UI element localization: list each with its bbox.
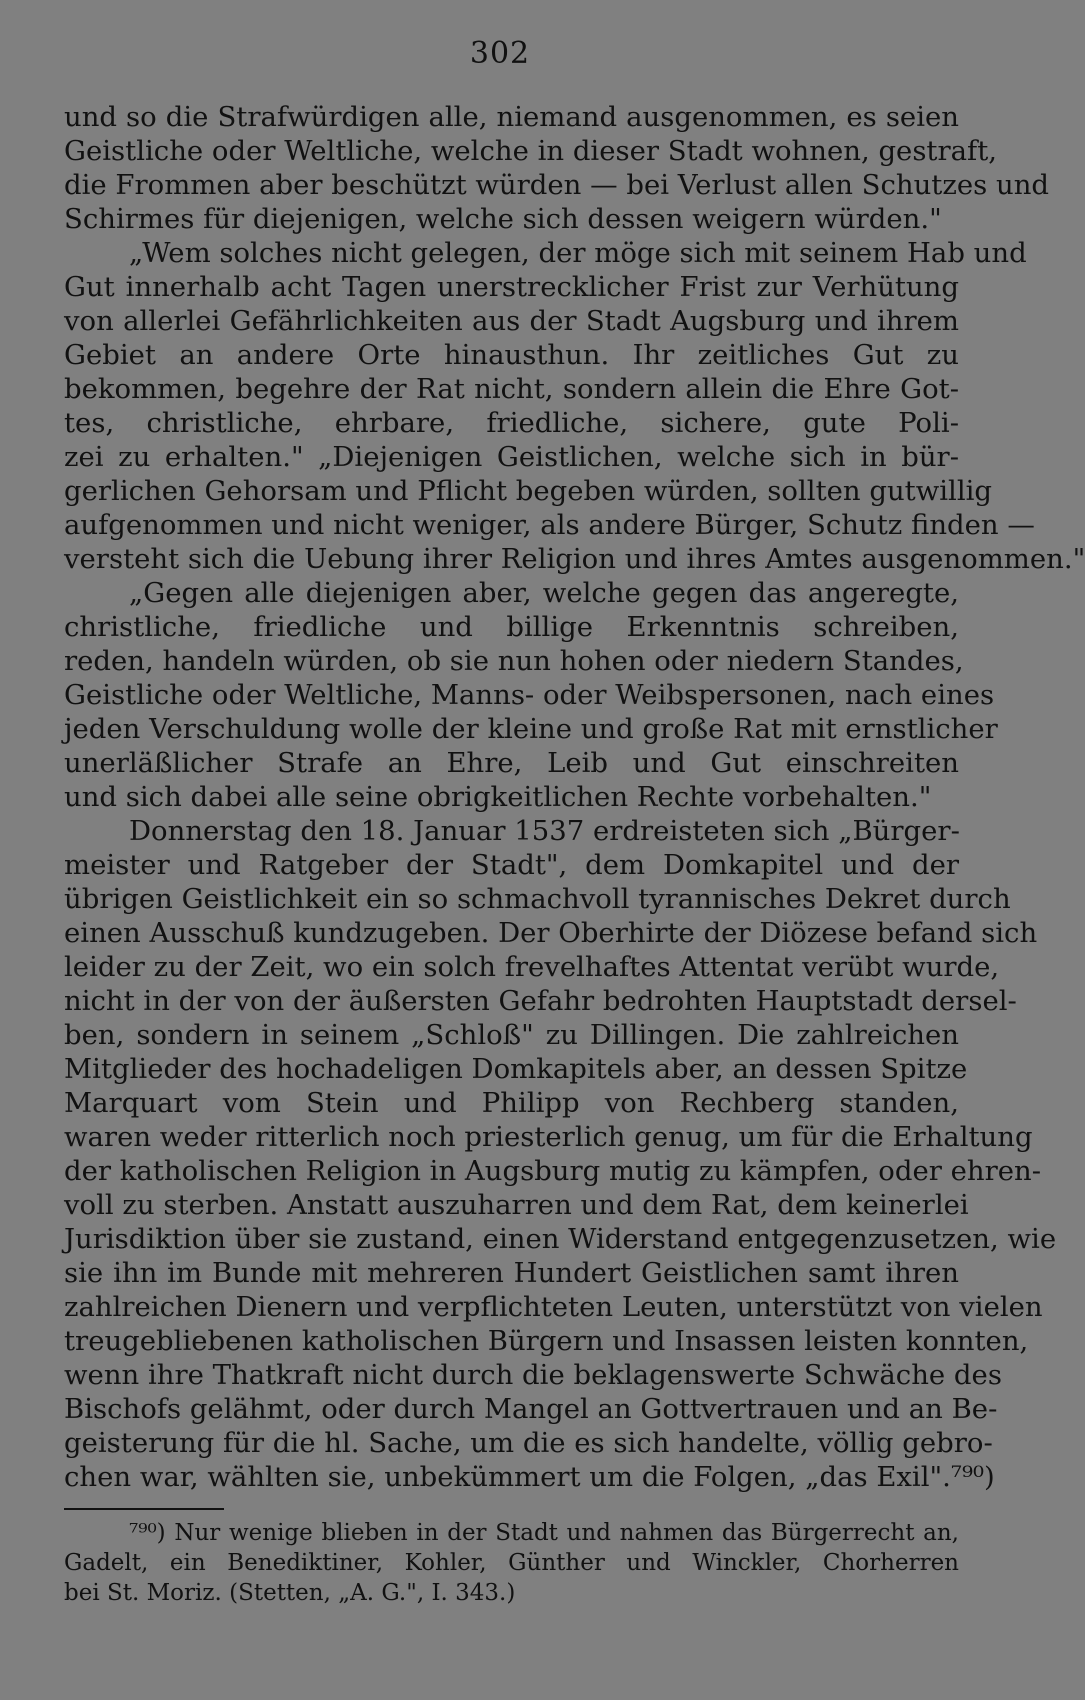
text-line: gerlichen Gehorsam und Pflicht begeben würden, sollten gutwillig — [64, 475, 993, 507]
text-line: aufgenommen und nicht weniger, als andere Bürger, Schutz finden — — [64, 509, 1035, 541]
text-line: ben, sondern in seinem „Schloß" zu Dillingen. Die zahlreichen — [64, 1019, 959, 1051]
text-line: waren weder ritterlich noch priesterlich genug, um für die Erhaltung — [64, 1121, 1033, 1153]
footnote-line: Gadelt, ein Benediktiner, Kohler, Günther und Winckler, Chorherren — [64, 1550, 959, 1576]
text-line: christliche, friedliche und billige Erkenntnis schreiben, — [64, 611, 959, 643]
text-line: meister und Ratgeber der Stadt", dem Domkapitel und der — [64, 849, 959, 881]
text-line: Schirmes für diejenigen, welche sich dessen weigern würden." — [64, 203, 942, 235]
text-line: „Wem solches nicht gelegen, der möge sich mit seinem Hab und — [129, 237, 1027, 269]
text-line: und so die Strafwürdigen alle, niemand ausgenommen, es seien — [64, 101, 959, 133]
text-line: chen war, wählten sie, unbekümmert um die Folgen, „das Exil".⁷⁹⁰) — [64, 1461, 995, 1493]
text-line: und sich dabei alle seine obrigkeitlichen Rechte vorbehalten." — [64, 781, 932, 813]
text-line: wenn ihre Thatkraft nicht durch die beklagenswerte Schwäche des — [64, 1359, 1002, 1391]
footnote-divider — [64, 1508, 224, 1510]
text-line: einen Ausschuß kundzugeben. Der Oberhirte der Diözese befand sich — [64, 917, 1038, 949]
text-line: Mitglieder des hochadeligen Domkapitels aber, an dessen Spitze — [64, 1053, 968, 1085]
text-line: die Frommen aber beschützt würden — bei Verlust allen Schutzes und — [64, 169, 1050, 201]
text-line: bekommen, begehre der Rat nicht, sondern allein die Ehre Got- — [64, 373, 959, 405]
text-line: Geistliche oder Weltliche, Manns- oder Weibspersonen, nach eines — [64, 679, 995, 711]
text-line: leider zu der Zeit, wo ein solch frevelhaftes Attentat verübt wurde, — [64, 951, 1000, 983]
page-number: 302 — [469, 36, 531, 71]
body-text — [64, 100, 1085, 1494]
text-line: tes, christliche, ehrbare, friedliche, sichere, gute Poli- — [64, 407, 959, 439]
text-line: übrigen Geistlichkeit ein so schmachvoll tyrannisches Dekret durch — [64, 883, 1011, 915]
text-line: unerläßlicher Strafe an Ehre, Leib und Gut einschreiten — [64, 747, 959, 779]
text-line: voll zu sterben. Anstatt auszuharren und dem Rat, dem keinerlei — [64, 1189, 969, 1221]
text-line: geisterung für die hl. Sache, um die es sich handelte, völlig gebro- — [64, 1427, 993, 1459]
text-line: jeden Verschuldung wolle der kleine und große Rat mit ernstlicher — [64, 713, 998, 745]
text-line: Marquart vom Stein und Philipp von Rechberg standen, — [64, 1087, 959, 1119]
text-line: reden, handeln würden, ob sie nun hohen oder niedern Standes, — [64, 645, 964, 677]
text-line: Donnerstag den 18. Januar 1537 erdreisteten sich „Bürger- — [129, 815, 960, 847]
text-line: „Gegen alle diejenigen aber, welche gegen das angeregte, — [129, 577, 959, 609]
text-line: der katholischen Religion in Augsburg mutig zu kämpfen, oder ehren- — [64, 1155, 1042, 1187]
text-line: zahlreichen Dienern und verpflichteten Leuten, unterstützt von vielen — [64, 1291, 1043, 1323]
footnote-line: bei St. Moriz. (Stetten, „A. G.", I. 343.) — [64, 1580, 516, 1606]
text-line: Gut innerhalb acht Tagen unerstrecklicher Frist zur Verhütung — [64, 271, 959, 303]
text-line: von allerlei Gefährlichkeiten aus der Stadt Augsburg und ihrem — [64, 305, 959, 337]
footnote-line: ⁷⁹⁰) Nur wenige blieben in der Stadt und nahmen das Bürgerrecht an, — [129, 1520, 959, 1546]
text-line: treugebliebenen katholischen Bürgern und Insassen leisten konnten, — [64, 1325, 1029, 1357]
text-line: Bischofs gelähmt, oder durch Mangel an Gottvertrauen und an Be- — [64, 1393, 998, 1425]
text-line: zei zu erhalten." „Diejenigen Geistlichen, welche sich in bür- — [64, 441, 959, 473]
text-line: versteht sich die Uebung ihrer Religion und ihres Amtes ausgenommen." — [64, 543, 1085, 575]
text-line: sie ihn im Bunde mit mehreren Hundert Geistlichen samt ihren — [64, 1257, 959, 1289]
text-line: Gebiet an andere Orte hinausthun. Ihr zeitliches Gut zu — [64, 339, 959, 371]
footnote — [64, 1518, 959, 1608]
text-line: Jurisdiktion über sie zustand, einen Widerstand entgegenzusetzen, wie — [64, 1223, 1057, 1255]
text-line: Geistliche oder Weltliche, welche in dieser Stadt wohnen, gestraft, — [64, 135, 997, 167]
text-line: nicht in der von der äußersten Gefahr bedrohten Hauptstadt dersel- — [64, 985, 1017, 1017]
